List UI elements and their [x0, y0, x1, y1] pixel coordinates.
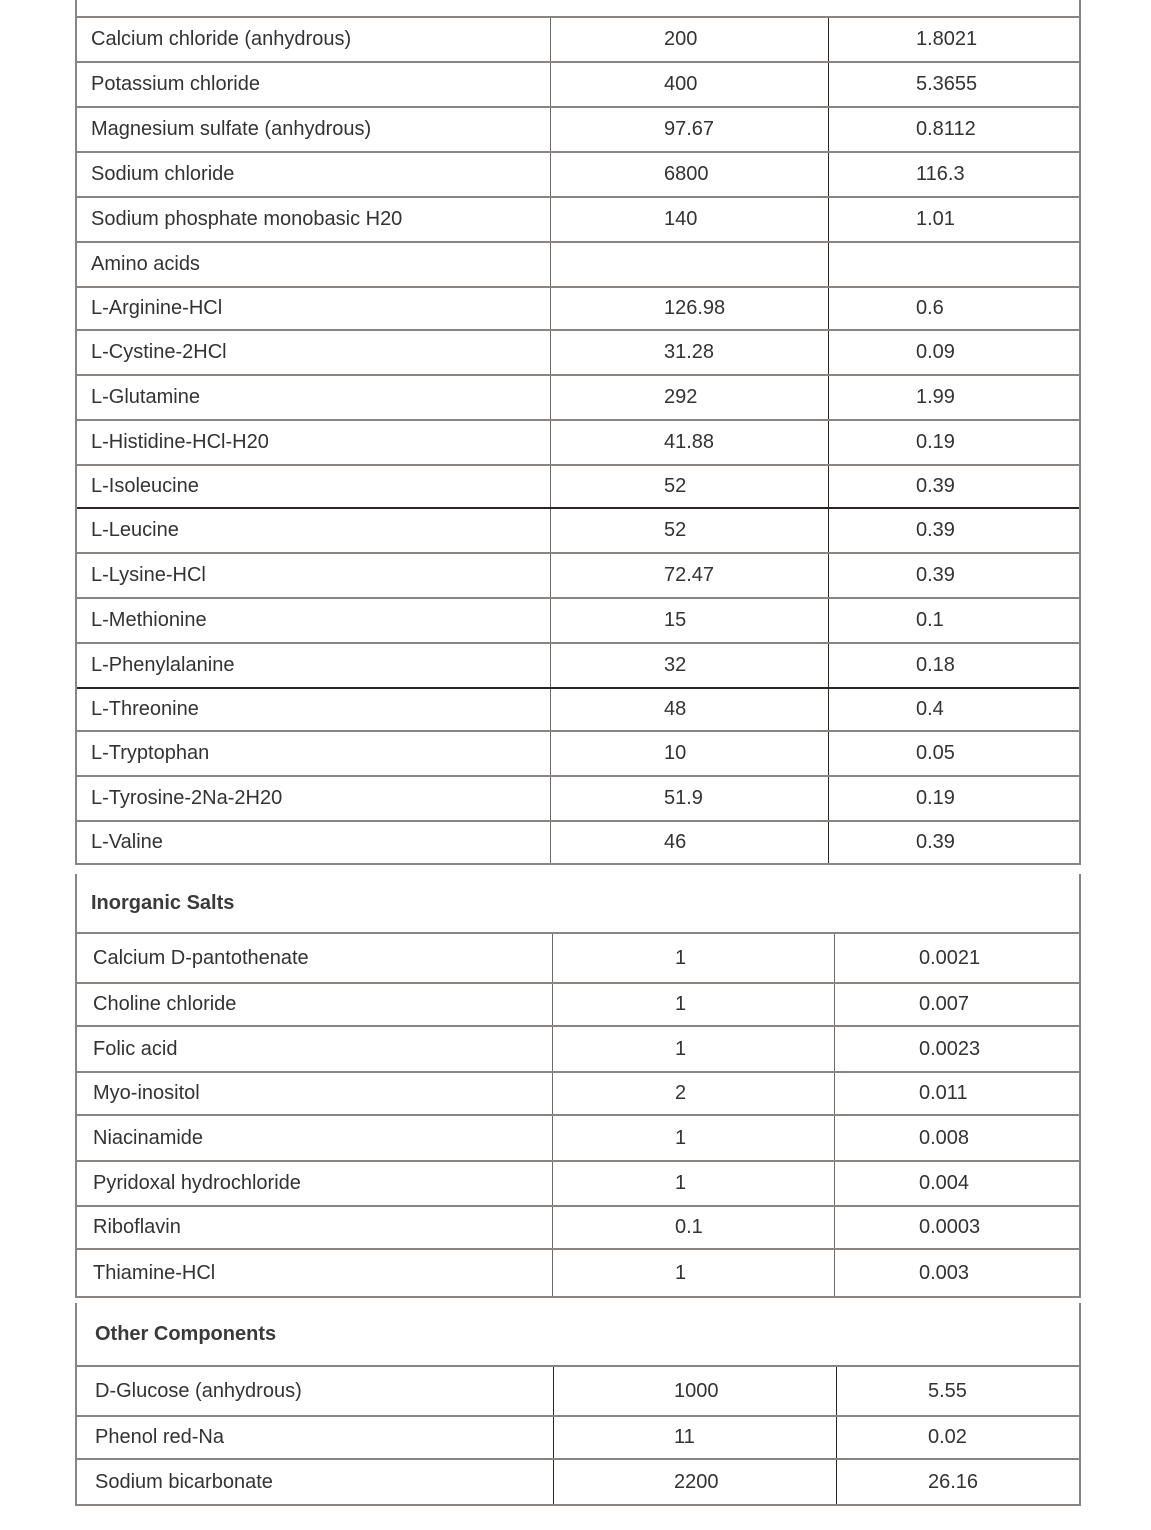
concentration-mm-cell: 0.1 — [916, 609, 944, 631]
concentration-mm-cell: 0.4 — [916, 698, 944, 720]
table-row — [77, 1073, 1079, 1116]
concentration-mm-cell: 0.02 — [928, 1426, 967, 1448]
table-rows — [77, 934, 1079, 1298]
concentration-mm-cell: 26.16 — [928, 1470, 979, 1493]
component-table-section-3 — [75, 1303, 1081, 1506]
concentration-mm-cell: 0.0021 — [919, 946, 981, 969]
component-name-cell: Riboflavin — [77, 1207, 553, 1248]
concentration-mg-cell: 48 — [551, 689, 829, 730]
concentration-mg-cell: 0.1 — [553, 1207, 835, 1248]
component-name-cell: Sodium phosphate monobasic H20 — [77, 198, 551, 241]
concentration-mg-cell: 41.88 — [551, 421, 829, 464]
table-row — [77, 376, 1079, 421]
concentration-mm-cell: 0.0003 — [919, 1216, 981, 1238]
table-row — [77, 1367, 1079, 1417]
table-row — [77, 198, 1079, 243]
component-name-cell: L-Lysine-HCl — [77, 554, 551, 597]
concentration-mm-cell: 0.39 — [916, 564, 955, 586]
concentration-mm-cell: 0.39 — [916, 519, 955, 541]
concentration-mm-cell: 0.09 — [916, 341, 955, 363]
component-name-cell: L-Histidine-HCl-H20 — [77, 421, 551, 464]
concentration-mm-cell: 5.3655 — [916, 73, 978, 95]
table-row — [77, 243, 1079, 288]
concentration-mg-cell: 140 — [551, 198, 829, 241]
component-name-cell: L-Threonine — [77, 689, 551, 730]
table-row — [77, 1027, 1079, 1073]
component-name-cell: D-Glucose (anhydrous) — [77, 1367, 554, 1415]
concentration-mg-cell: 1 — [553, 1162, 835, 1205]
component-table-section-2 — [75, 874, 1081, 1298]
table-row — [77, 934, 1079, 984]
component-name-cell: Sodium bicarbonate — [77, 1460, 554, 1504]
concentration-mg-cell: 1000 — [554, 1367, 837, 1415]
table-row — [77, 732, 1079, 777]
concentration-mg-cell: 51.9 — [551, 777, 829, 820]
component-table-section-1 — [75, 0, 1081, 865]
concentration-mm-cell: 0.008 — [919, 1126, 970, 1149]
component-name-cell: L-Phenylalanine — [77, 644, 551, 687]
component-name-cell: Phenol red-Na — [77, 1417, 554, 1458]
concentration-mg-cell: 292 — [551, 376, 829, 419]
concentration-mm-cell: 0.19 — [916, 787, 955, 809]
component-name-cell: Calcium D-pantothenate — [77, 934, 553, 982]
component-name-cell: Calcium chloride (anhydrous) — [77, 18, 551, 61]
component-name-cell: Pyridoxal hydrochloride — [77, 1162, 553, 1205]
concentration-mg-cell: 11 — [554, 1417, 837, 1458]
concentration-mm-cell: 1.01 — [916, 208, 955, 230]
table-rows — [77, 18, 1079, 865]
table-row — [77, 1116, 1079, 1162]
concentration-mg-cell: 52 — [551, 466, 829, 507]
concentration-mm-cell: 0.39 — [916, 475, 955, 497]
concentration-mg-cell: 126.98 — [551, 288, 829, 329]
concentration-mm-cell: 0.05 — [916, 742, 955, 764]
concentration-mg-cell: 400 — [551, 63, 829, 106]
concentration-mm-cell: 1.8021 — [916, 28, 978, 50]
component-name-cell: Folic acid — [77, 1027, 553, 1071]
table-row — [77, 599, 1079, 644]
concentration-mg-cell — [551, 243, 829, 286]
concentration-mg-cell: 2200 — [554, 1460, 837, 1504]
table-row — [77, 509, 1079, 554]
concentration-mm-cell: 0.18 — [916, 654, 955, 676]
component-name-cell: L-Cystine-2HCl — [77, 331, 551, 374]
concentration-mg-cell: 46 — [551, 822, 829, 863]
concentration-mm-cell: 0.0023 — [919, 1037, 981, 1060]
component-name-cell: Magnesium sulfate (anhydrous) — [77, 108, 551, 151]
table-row — [77, 689, 1079, 732]
table-row — [77, 108, 1079, 153]
component-name-cell: L-Valine — [77, 822, 551, 863]
table-row — [77, 153, 1079, 198]
concentration-mm-cell — [829, 243, 1079, 286]
table-rows — [77, 1367, 1079, 1506]
table-top-band — [77, 0, 1079, 18]
table-row — [77, 554, 1079, 599]
concentration-mg-cell: 10 — [551, 732, 829, 775]
section-heading: Other Components — [77, 1303, 1079, 1367]
concentration-mm-cell: 116.3 — [916, 163, 965, 185]
concentration-mg-cell: 6800 — [551, 153, 829, 196]
component-name-cell: L-Isoleucine — [77, 466, 551, 507]
concentration-mg-cell: 1 — [553, 984, 835, 1025]
concentration-mg-cell: 1 — [553, 1116, 835, 1160]
section-heading: Inorganic Salts — [77, 874, 1079, 934]
concentration-mg-cell: 97.67 — [551, 108, 829, 151]
table-row — [77, 63, 1079, 108]
component-name-cell: L-Arginine-HCl — [77, 288, 551, 329]
table-row — [77, 822, 1079, 865]
table-row — [77, 18, 1079, 63]
concentration-mm-cell: 0.6 — [916, 297, 944, 319]
component-name-cell: Amino acids — [77, 243, 551, 286]
component-name-cell: L-Methionine — [77, 599, 551, 642]
table-row — [77, 1250, 1079, 1298]
concentration-mg-cell: 72.47 — [551, 554, 829, 597]
component-name-cell: Potassium chloride — [77, 63, 551, 106]
table-row — [77, 1460, 1079, 1506]
concentration-mm-cell: 5.55 — [928, 1379, 967, 1402]
component-name-cell: Choline chloride — [77, 984, 553, 1025]
concentration-mg-cell: 32 — [551, 644, 829, 687]
table-row — [77, 1162, 1079, 1207]
concentration-mg-cell: 200 — [551, 18, 829, 61]
component-name-cell: L-Leucine — [77, 509, 551, 552]
concentration-mm-cell: 0.011 — [919, 1082, 968, 1104]
concentration-mm-cell: 0.004 — [919, 1172, 970, 1194]
concentration-mm-cell: 1.99 — [916, 386, 955, 408]
table-row — [77, 1417, 1079, 1460]
table-row — [77, 288, 1079, 331]
component-name-cell: Sodium chloride — [77, 153, 551, 196]
component-name-cell: L-Tryptophan — [77, 732, 551, 775]
table-row — [77, 421, 1079, 466]
concentration-mg-cell: 15 — [551, 599, 829, 642]
concentration-mm-cell: 0.007 — [919, 993, 970, 1015]
component-name-cell: Thiamine-HCl — [77, 1250, 553, 1296]
concentration-mg-cell: 52 — [551, 509, 829, 552]
component-name-cell: L-Tyrosine-2Na-2H20 — [77, 777, 551, 820]
table-row — [77, 331, 1079, 376]
concentration-mg-cell: 1 — [553, 1250, 835, 1296]
component-name-cell: L-Glutamine — [77, 376, 551, 419]
table-row — [77, 1207, 1079, 1250]
table-row — [77, 984, 1079, 1027]
concentration-mm-cell: 0.003 — [919, 1261, 970, 1284]
component-name-cell: Myo-inositol — [77, 1073, 553, 1114]
table-row — [77, 777, 1079, 822]
concentration-mm-cell: 0.39 — [916, 831, 955, 853]
table-row — [77, 466, 1079, 509]
concentration-mg-cell: 1 — [553, 934, 835, 982]
concentration-mg-cell: 2 — [553, 1073, 835, 1114]
concentration-mg-cell: 31.28 — [551, 331, 829, 374]
concentration-mm-cell: 0.8112 — [916, 118, 976, 140]
concentration-mg-cell: 1 — [553, 1027, 835, 1071]
table-row — [77, 644, 1079, 689]
concentration-mm-cell: 0.19 — [916, 431, 955, 453]
component-name-cell: Niacinamide — [77, 1116, 553, 1160]
